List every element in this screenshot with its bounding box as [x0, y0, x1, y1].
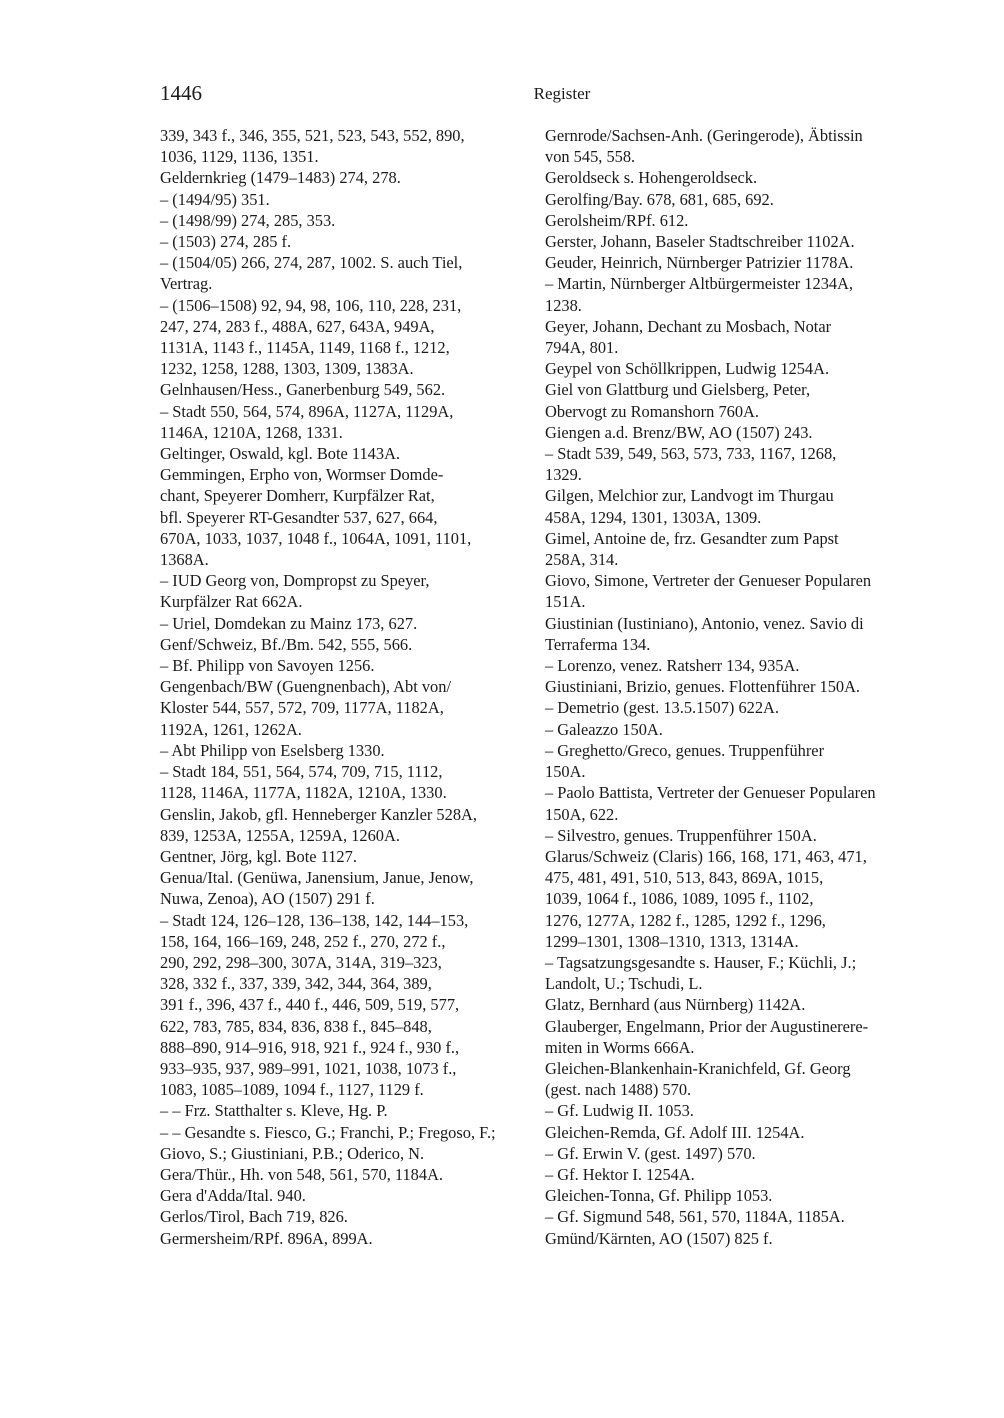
index-entry	[160, 1206, 532, 1227]
index-entry-line: – Galeazzo 150A.	[545, 719, 663, 739]
index-entry-line: – Stadt 539, 549, 563, 573, 733, 1167, 1268,	[545, 444, 837, 464]
index-entry-line: Gilgen, Melchior zur, Landvogt im Thurgau	[545, 486, 834, 506]
index-entry-line: Gerolfing/Bay. 678, 681, 685, 692.	[545, 189, 774, 209]
index-entry	[545, 697, 917, 718]
index-entry	[160, 655, 532, 676]
index-entry-line: Gera d'Adda/Ital. 940.	[160, 1186, 306, 1206]
index-entry-line: 328, 332 f., 337, 339, 342, 344, 364, 389,	[160, 974, 432, 994]
index-entry	[160, 252, 532, 294]
index-entry-line: Gimel, Antoine de, frz. Gesandter zum Papst	[545, 528, 839, 548]
index-entry-line: Gleichen-Blankenhain-Kranichfeld, Gf. Georg	[545, 1058, 851, 1078]
index-entry-line: Giel von Glattburg und Gielsberg, Peter,	[545, 380, 811, 400]
index-entry	[545, 1016, 917, 1058]
index-entry	[545, 316, 917, 358]
index-entry	[545, 443, 917, 485]
index-entry-line: Gentner, Jörg, kgl. Bote 1127.	[160, 846, 357, 866]
index-entry	[160, 1185, 532, 1206]
index-entry	[545, 570, 917, 612]
index-entry	[545, 125, 917, 167]
index-entry-line: 1192A, 1261, 1262A.	[160, 719, 302, 739]
index-entry	[545, 422, 917, 443]
index-entry	[160, 401, 532, 443]
index-entry-line: – Gf. Sigmund 548, 561, 570, 1184A, 1185A.	[545, 1207, 845, 1227]
index-entry-line: 1146A, 1210A, 1268, 1331.	[160, 422, 343, 442]
index-entry-line: 1299–1301, 1308–1310, 1313, 1314A.	[545, 931, 799, 951]
index-entry-line: 670A, 1033, 1037, 1048 f., 1064A, 1091, 1101,	[160, 528, 472, 548]
index-entry-line: 475, 481, 491, 510, 513, 843, 869A, 1015,	[545, 868, 824, 888]
index-entry-line: – Tagsatzungsgesandte s. Hauser, F.; Küchli, J.;	[545, 952, 857, 972]
index-entry	[545, 676, 917, 697]
index-entry-line: Gleichen-Remda, Gf. Adolf III. 1254A.	[545, 1122, 805, 1142]
running-head: Register	[533, 84, 591, 103]
index-entry-line: 1128, 1146A, 1177A, 1182A, 1210A, 1330.	[160, 783, 447, 803]
index-entry	[545, 952, 917, 994]
index-entry-line: 1368A.	[160, 550, 209, 570]
index-entry-line: Gmünd/Kärnten, AO (1507) 825 f.	[545, 1228, 773, 1248]
index-entry	[545, 1206, 917, 1227]
index-entry	[160, 1122, 532, 1164]
index-entry-line: – (1498/99) 274, 285, 353.	[160, 210, 336, 230]
index-entry-line: Geltinger, Oswald, kgl. Bote 1143A.	[160, 444, 401, 464]
index-entry-line: Gleichen-Tonna, Gf. Philipp 1053.	[545, 1186, 773, 1206]
index-entry	[160, 379, 532, 400]
index-entry-line: Giovo, Simone, Vertreter der Genueser Popularen	[545, 571, 872, 591]
index-entry-line: – – Gesandte s. Fiesco, G.; Franchi, P.; Fregoso, F.;	[160, 1122, 496, 1142]
index-entry-line: – Lorenzo, venez. Ratsherr 134, 935A.	[545, 656, 800, 676]
index-entry	[160, 634, 532, 655]
index-entry	[160, 1228, 532, 1249]
index-entry-line: 151A.	[545, 592, 586, 612]
index-entry-line: von 545, 558.	[545, 147, 636, 167]
index-entry	[160, 231, 532, 252]
index-entry	[545, 782, 917, 824]
index-entry-line: 391 f., 396, 437 f., 440 f., 446, 509, 519, 577,	[160, 995, 460, 1015]
index-entry	[545, 1100, 917, 1121]
index-entry	[545, 231, 917, 252]
index-entry-line: 1036, 1129, 1136, 1351.	[160, 147, 319, 167]
index-entry	[160, 570, 532, 612]
index-entry	[160, 846, 532, 867]
index-entry-line: – Paolo Battista, Vertreter der Genueser Popularen	[545, 783, 876, 803]
index-entry-line: 794A, 801.	[545, 338, 619, 358]
index-entry	[545, 1228, 917, 1249]
index-entry	[545, 528, 917, 570]
index-entry-line: Geypel von Schöllkrippen, Ludwig 1254A.	[545, 359, 830, 379]
index-entry-line: – Stadt 550, 564, 574, 896A, 1127A, 1129A,	[160, 401, 454, 421]
index-entry-line: bfl. Speyerer RT-Gesandter 537, 627, 664,	[160, 507, 438, 527]
index-entry-line: Genslin, Jakob, gfl. Henneberger Kanzler 528A,	[160, 804, 477, 824]
index-entry-line: 150A, 622.	[545, 804, 619, 824]
index-entry-line: – Gf. Ludwig II. 1053.	[545, 1101, 694, 1121]
index-entry-line: Genua/Ital. (Genüwa, Janensium, Janue, Jenow,	[160, 868, 474, 888]
index-entry	[545, 273, 917, 315]
index-entry-line: 1232, 1258, 1288, 1303, 1309, 1383A.	[160, 359, 414, 379]
index-entry-line: – Stadt 184, 551, 564, 574, 709, 715, 1112,	[160, 762, 443, 782]
index-entry	[545, 825, 917, 846]
index-entry-line: Giovo, S.; Giustiniani, P.B.; Oderico, N.	[160, 1143, 425, 1163]
index-entry-line: (gest. nach 1488) 570.	[545, 1080, 692, 1100]
index-entry	[545, 846, 917, 952]
index-entry	[545, 210, 917, 231]
index-entry-line: Nuwa, Zenoa), AO (1507) 291 f.	[160, 889, 375, 909]
index-entry	[160, 1100, 532, 1121]
index-entry	[160, 761, 532, 803]
index-entry-line: 1329.	[545, 465, 582, 485]
index-entry-line: 933–935, 937, 989–991, 1021, 1038, 1073 f.,	[160, 1058, 457, 1078]
index-entry-line: Terraferma 134.	[545, 634, 651, 654]
index-entry-line: Gerlos/Tirol, Bach 719, 826.	[160, 1207, 348, 1227]
index-entry-line: Gera/Thür., Hh. von 548, 561, 570, 1184A.	[160, 1164, 444, 1184]
index-entry	[160, 910, 532, 1101]
index-entry	[160, 443, 532, 464]
index-entry	[545, 719, 917, 740]
index-entry	[545, 379, 917, 421]
index-entry	[545, 613, 917, 655]
index-entry-line: Geroldseck s. Hohengeroldseck.	[545, 168, 758, 188]
index-entry-line: Gelnhausen/Hess., Ganerbenburg 549, 562.	[160, 380, 446, 400]
index-entry-line: Kurpfälzer Rat 662A.	[160, 592, 303, 612]
index-entry-line: – (1494/95) 351.	[160, 189, 270, 209]
index-entry-line: – IUD Georg von, Dompropst zu Speyer,	[160, 571, 430, 591]
index-entry	[545, 189, 917, 210]
index-entry-line: Gernrode/Sachsen-Anh. (Geringerode), Äbtissin	[545, 126, 863, 145]
index-entry	[160, 464, 532, 570]
index-entry-line: Vertrag.	[160, 274, 213, 294]
index-entry	[545, 994, 917, 1015]
index-entry	[545, 167, 917, 188]
index-entry-line: – Silvestro, genues. Truppenführer 150A.	[545, 825, 817, 845]
index-entry-line: 1083, 1085–1089, 1094 f., 1127, 1129 f.	[160, 1080, 424, 1100]
index-entry-line: Gerolsheim/RPf. 612.	[545, 210, 689, 230]
index-entry-line: Glauberger, Engelmann, Prior der Augustinerere-	[545, 1016, 869, 1036]
index-entry-line: Gengenbach/BW (Guengnenbach), Abt von/	[160, 677, 452, 697]
index-entry-line: 339, 343 f., 346, 355, 521, 523, 543, 552, 890,	[160, 126, 465, 145]
index-entry-line: – Gf. Hektor I. 1254A.	[545, 1164, 695, 1184]
index-entry	[545, 1185, 917, 1206]
index-entry-line: 258A, 314.	[545, 550, 619, 570]
index-entry-line: miten in Worms 666A.	[545, 1037, 695, 1057]
index-entry-line: – Greghetto/Greco, genues. Truppenführer	[545, 740, 825, 760]
index-entry-line: 839, 1253A, 1255A, 1259A, 1260A.	[160, 825, 400, 845]
index-entry-line: – (1506–1508) 92, 94, 98, 106, 110, 228, 231,	[160, 295, 462, 315]
index-entry-line: 158, 164, 166–169, 248, 252 f., 270, 272 f.,	[160, 931, 446, 951]
index-entry-line: Glatz, Bernhard (aus Nürnberg) 1142A.	[545, 995, 806, 1015]
index-entry	[545, 485, 917, 527]
index-entry-line: 1238.	[545, 295, 582, 315]
index-entry-line: – Uriel, Domdekan zu Mainz 173, 627.	[160, 613, 418, 633]
index-entry	[545, 1164, 917, 1185]
index-entry-line: 458A, 1294, 1301, 1303A, 1309.	[545, 507, 762, 527]
index-entry	[160, 189, 532, 210]
index-entry	[160, 125, 532, 167]
index-entry-line: 1131A, 1143 f., 1145A, 1149, 1168 f., 1212,	[160, 338, 450, 358]
index-entry-line: 247, 274, 283 f., 488A, 627, 643A, 949A,	[160, 316, 435, 336]
index-entry-line: Giengen a.d. Brenz/BW, AO (1507) 243.	[545, 422, 813, 442]
index-entry	[160, 676, 532, 740]
index-entry	[160, 1164, 532, 1185]
index-entry-line: Geldernkrieg (1479–1483) 274, 278.	[160, 168, 401, 188]
index-entry-line: Genf/Schweiz, Bf./Bm. 542, 555, 566.	[160, 634, 413, 654]
index-entry-line: 150A.	[545, 762, 586, 782]
index-entry-line: Kloster 544, 557, 572, 709, 1177A, 1182A,	[160, 698, 444, 718]
index-entry	[160, 804, 532, 846]
index-entry-line: Giustiniani, Brizio, genues. Flottenführer 150A.	[545, 677, 861, 697]
index-entry-line: Giustinian (Iustiniano), Antonio, venez. Savio di	[545, 613, 864, 633]
index-entry	[160, 210, 532, 231]
index-column-right	[545, 125, 917, 1249]
index-entry-line: Geuder, Heinrich, Nürnberger Patrizier 1178A.	[545, 253, 854, 273]
index-entry-line: Germersheim/RPf. 896A, 899A.	[160, 1228, 373, 1248]
index-entry	[160, 613, 532, 634]
index-entry-line: Glarus/Schweiz (Claris) 166, 168, 171, 463, 471,	[545, 846, 867, 866]
index-entry-line: – Stadt 124, 126–128, 136–138, 142, 144–153,	[160, 910, 469, 930]
index-entry-line: 622, 783, 785, 834, 836, 838 f., 845–848,	[160, 1016, 432, 1036]
index-entry-line: – – Frz. Statthalter s. Kleve, Hg. P.	[160, 1101, 388, 1121]
index-entry-line: 888–890, 914–916, 918, 921 f., 924 f., 930 f.,	[160, 1037, 460, 1057]
index-entry-line: – Bf. Philipp von Savoyen 1256.	[160, 656, 375, 676]
index-entry-line: chant, Speyerer Domherr, Kurpfälzer Rat,	[160, 486, 435, 506]
index-entry	[545, 1058, 917, 1100]
index-entry-line: Gerster, Johann, Baseler Stadtschreiber 1102A.	[545, 232, 855, 252]
index-entry-line: 1276, 1277A, 1282 f., 1285, 1292 f., 1296,	[545, 910, 826, 930]
index-entry-line: – (1504/05) 266, 274, 287, 1002. S. auch Tiel,	[160, 253, 463, 273]
index-entry	[545, 1122, 917, 1143]
index-entry	[545, 655, 917, 676]
index-entry-line: Obervogt zu Romanshorn 760A.	[545, 401, 759, 421]
index-entry-line: Landolt, U.; Tschudi, L.	[545, 974, 703, 994]
index-entry	[160, 867, 532, 909]
index-entry	[545, 740, 917, 782]
index-entry-line: – Demetrio (gest. 13.5.1507) 622A.	[545, 698, 779, 718]
index-entry	[160, 167, 532, 188]
index-entry	[545, 252, 917, 273]
index-entry-line: 290, 292, 298–300, 307A, 314A, 319–323,	[160, 952, 442, 972]
index-entry-line: – Martin, Nürnberger Altbürgermeister 1234A,	[545, 274, 854, 294]
index-entry-line: 1039, 1064 f., 1086, 1089, 1095 f., 1102,	[545, 889, 814, 909]
page-number: 1446	[160, 81, 202, 105]
index-column-left	[160, 125, 532, 1249]
index-entry-line: – Abt Philipp von Eselsberg 1330.	[160, 740, 385, 760]
index-entry-line: Geyer, Johann, Dechant zu Mosbach, Notar	[545, 316, 832, 336]
index-entry-line: Gemmingen, Erpho von, Wormser Domde-	[160, 465, 444, 485]
index-entry	[545, 358, 917, 379]
index-entry-line: – Gf. Erwin V. (gest. 1497) 570.	[545, 1143, 756, 1163]
index-entry	[160, 295, 532, 380]
index-entry-line: – (1503) 274, 285 f.	[160, 232, 292, 252]
index-entry	[545, 1143, 917, 1164]
index-entry	[160, 740, 532, 761]
